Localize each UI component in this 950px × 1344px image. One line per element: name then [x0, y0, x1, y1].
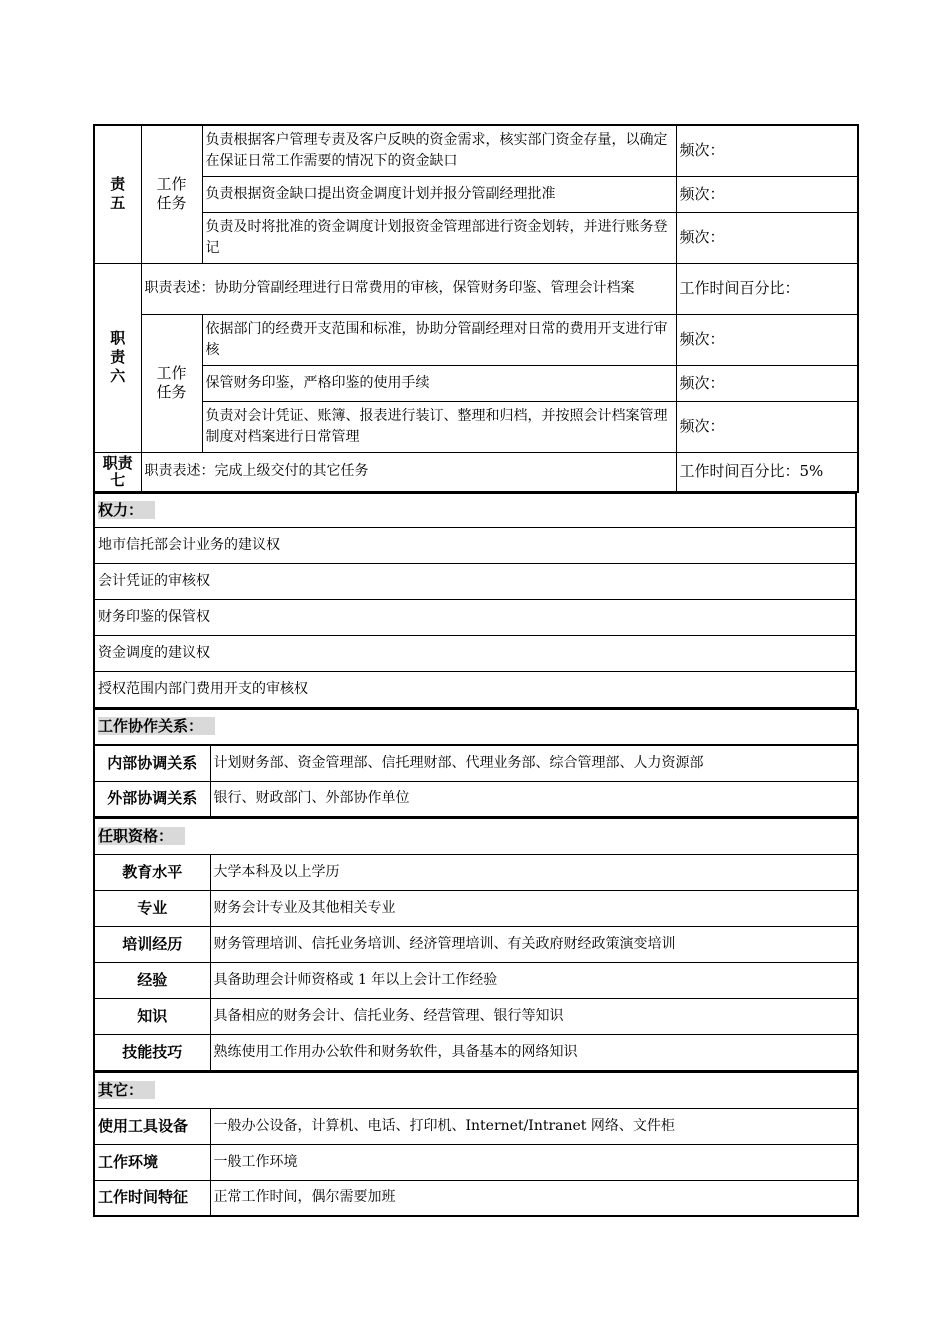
- other-value: 一般办公设备，计算机、电话、打印机、Internet/Intranet 网络、文件柜: [210, 1108, 858, 1144]
- qualification-value: 熟练使用工作用办公软件和财务软件，具备基本的网络知识: [210, 1035, 858, 1071]
- authority-item-text: 资金调度的建议权: [94, 636, 856, 672]
- qualification-row: [94, 999, 858, 1035]
- duty7-row: [94, 452, 858, 492]
- duty5-task-row: [94, 176, 858, 212]
- authority-header-row: [94, 494, 856, 528]
- qualification-value: 财务管理培训、信托业务培训、经济管理培训、有关政府财经政策演变培训: [210, 927, 858, 963]
- duty7-desc: 职责表述：完成上级交付的其它任务: [141, 452, 676, 492]
- qualification-row: [94, 963, 858, 999]
- duty6-task-text: 保管财务印鉴，严格印鉴的使用手续: [202, 365, 676, 401]
- other-header: 其它：: [94, 1072, 858, 1108]
- authority-item: [94, 636, 856, 672]
- duty6-task-freq: 频次：: [676, 365, 858, 401]
- qualification-row: [94, 927, 858, 963]
- duty6-task-row: [94, 401, 858, 452]
- duty7-label: 职责 七: [94, 452, 141, 492]
- duty5-label: 责 五: [94, 125, 141, 263]
- qualification-row: [94, 891, 858, 927]
- authority-item: [94, 600, 856, 636]
- other-row: [94, 1108, 858, 1144]
- duty6-task-freq: 频次：: [676, 401, 858, 452]
- other-header-row: [94, 1072, 858, 1108]
- qualification-header: 任职资格：: [94, 819, 858, 855]
- other-table: [93, 1072, 859, 1218]
- qualification-header-row: [94, 819, 858, 855]
- authority-item-text: 会计凭证的审核权: [94, 564, 856, 600]
- duty5-task-text: 负责根据资金缺口提出资金调度计划并报分管副经理批准: [202, 176, 676, 212]
- duty6-desc-row: [94, 263, 858, 314]
- other-label: 使用工具设备: [94, 1108, 210, 1144]
- other-value: 一般工作环境: [210, 1144, 858, 1180]
- duty5-task-freq: 频次：: [676, 176, 858, 212]
- qualification-row: [94, 1035, 858, 1071]
- cooperation-header: 工作协作关系：: [94, 709, 858, 745]
- duty6-task-row: [94, 365, 858, 401]
- cooperation-table: [93, 709, 859, 819]
- duty5-task-label: 工作 任务: [141, 125, 202, 263]
- authority-header: 权力：: [94, 494, 856, 528]
- cooperation-label: 内部协调关系: [94, 745, 210, 781]
- qualification-value: 具备助理会计师资格或 1 年以上会计工作经验: [210, 963, 858, 999]
- duties-table: [93, 124, 859, 493]
- other-row: [94, 1144, 858, 1180]
- duty5-task-text: 负责根据客户管理专责及客户反映的资金需求，核实部门资金存量，以确定在保证日常工作需要的情况下的资金缺口: [202, 125, 676, 176]
- duty7-pct: 工作时间百分比：5%: [676, 452, 858, 492]
- duty6-task-text: 依据部门的经费开支范围和标准，协助分管副经理对日常的费用开支进行审核: [202, 314, 676, 365]
- authority-table: [93, 493, 857, 709]
- duty6-task-row: [94, 314, 858, 365]
- authority-item-text: 财务印鉴的保管权: [94, 600, 856, 636]
- qualification-label: 知识: [94, 999, 210, 1035]
- duty6-task-text: 负责对会计凭证、账簿、报表进行装订、整理和归档，并按照会计档案管理制度对档案进行日常管理: [202, 401, 676, 452]
- duty5-task-row: [94, 125, 858, 176]
- duty6-label: 职 责 六: [94, 263, 141, 452]
- duty5-task-text: 负责及时将批准的资金调度计划报资金管理部进行资金划转，并进行账务登记: [202, 212, 676, 263]
- qualification-label: 技能技巧: [94, 1035, 210, 1071]
- duty6-task-freq: 频次：: [676, 314, 858, 365]
- cooperation-header-row: [94, 709, 858, 745]
- cooperation-value: 银行、财政部门、外部协作单位: [210, 781, 858, 817]
- authority-item-text: 地市信托部会计业务的建议权: [94, 528, 856, 564]
- duty5-task-freq: 频次：: [676, 212, 858, 263]
- job-description-sheet: [93, 124, 857, 1217]
- other-label: 工作时间特征: [94, 1180, 210, 1216]
- duty5-task-freq: 频次：: [676, 125, 858, 176]
- qualification-value: 大学本科及以上学历: [210, 855, 858, 891]
- qualification-table: [93, 818, 859, 1072]
- authority-item: [94, 564, 856, 600]
- cooperation-value: 计划财务部、资金管理部、信托理财部、代理业务部、综合管理部、人力资源部: [210, 745, 858, 781]
- duty6-desc: 职责表述：协助分管副经理进行日常费用的审核，保管财务印鉴、管理会计档案: [141, 263, 676, 314]
- qualification-label: 教育水平: [94, 855, 210, 891]
- qualification-value: 财务会计专业及其他相关专业: [210, 891, 858, 927]
- duty6-pct: 工作时间百分比：: [676, 263, 858, 314]
- other-row: [94, 1180, 858, 1216]
- qualification-value: 具备相应的财务会计、信托业务、经营管理、银行等知识: [210, 999, 858, 1035]
- qualification-label: 培训经历: [94, 927, 210, 963]
- cooperation-label: 外部协调关系: [94, 781, 210, 817]
- authority-item-text: 授权范围内部门费用开支的审核权: [94, 672, 856, 708]
- qualification-label: 经验: [94, 963, 210, 999]
- authority-item: [94, 672, 856, 708]
- authority-item: [94, 528, 856, 564]
- duty5-task-row: [94, 212, 858, 263]
- cooperation-row: [94, 745, 858, 781]
- qualification-row: [94, 855, 858, 891]
- duty6-task-label: 工作 任务: [141, 314, 202, 452]
- other-value: 正常工作时间，偶尔需要加班: [210, 1180, 858, 1216]
- other-label: 工作环境: [94, 1144, 210, 1180]
- cooperation-row: [94, 781, 858, 817]
- qualification-label: 专业: [94, 891, 210, 927]
